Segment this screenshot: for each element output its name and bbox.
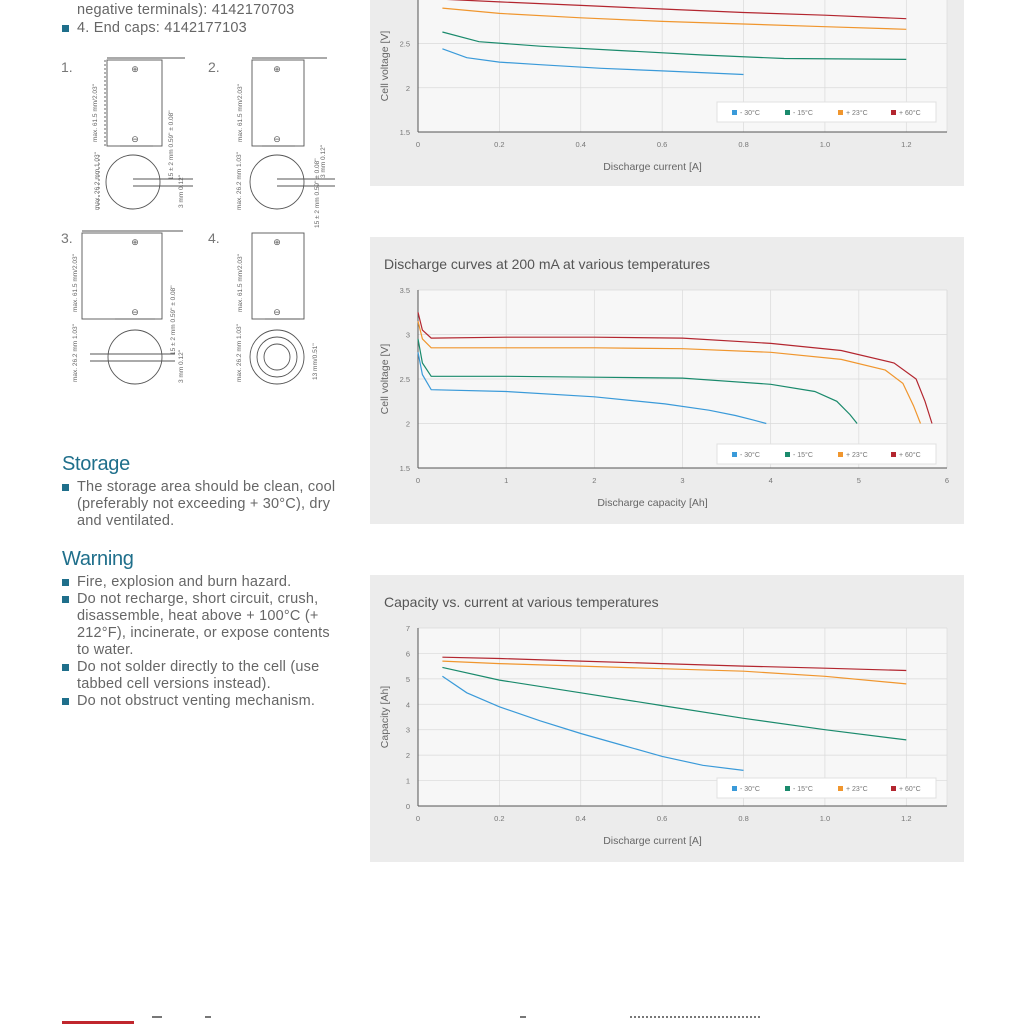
minus-terminal-icon: ⊖: [273, 134, 281, 144]
minus-terminal-icon: ⊖: [131, 134, 139, 144]
technical-drawings: [55, 50, 355, 450]
list-item: [62, 574, 344, 591]
drawing-number: 1.: [61, 59, 73, 75]
minus-terminal-icon: ⊖: [273, 307, 281, 317]
y-tick-label: 6: [405, 649, 410, 659]
storage-title: Storage: [62, 453, 130, 475]
list-item: [62, 20, 352, 37]
legend-label: + 23°C: [846, 110, 868, 117]
x-axis-label: Discharge capacity [Ah]: [597, 497, 708, 509]
y-tick-label: 2: [405, 751, 410, 761]
legend-swatch: [891, 110, 896, 115]
warning-list: [62, 574, 344, 710]
y-tick-label: 1.5: [399, 464, 410, 473]
legend-label: - 30°C: [740, 452, 760, 459]
legend-swatch: [838, 452, 843, 457]
tab-width-label: 3 mm 0.12": [320, 144, 327, 178]
plus-terminal-icon: ⊕: [273, 64, 281, 74]
x-tick-label: 1.0: [819, 814, 831, 823]
chart-panel-discharge-curves: [370, 237, 964, 524]
legend-swatch: [785, 110, 790, 115]
legend-swatch: [891, 786, 896, 791]
drawing-2: [250, 58, 335, 209]
y-tick-label: 2: [405, 83, 410, 93]
list-item-text: Do not recharge, short circuit, crush, disassemble, heat above + 100°C (+ 212°F), incinerate, or expose contents to water.: [77, 591, 330, 658]
list-item: [62, 693, 344, 710]
plus-terminal-icon: ⊕: [131, 64, 139, 74]
tab-length-label: 15 ± 2 mm 0.59" ± 0.08": [168, 110, 175, 180]
legend-swatch: [838, 110, 843, 115]
y-tick-label: 4: [405, 700, 410, 710]
x-tick-label: 0.6: [656, 814, 668, 823]
list-item-text: negative terminals): 4142170703: [77, 2, 295, 18]
height-label: max. 61.5 mm/2.03": [237, 254, 244, 312]
x-tick-label: 1.2: [901, 814, 912, 823]
x-tick-label: 2: [592, 476, 597, 485]
x-tick-label: 0: [415, 476, 421, 485]
y-tick-label: 3: [405, 725, 410, 735]
legend-label: - 15°C: [793, 786, 813, 793]
footer-fragment: [205, 1016, 211, 1026]
footer-fragment: [520, 1016, 526, 1026]
x-tick-label: 0.2: [494, 140, 505, 149]
x-tick-label: 0.4: [575, 140, 586, 149]
x-tick-label: 4: [768, 476, 773, 485]
drawing-number: 4.: [208, 230, 220, 246]
y-tick-label: 2: [405, 419, 410, 429]
bullet-square: [62, 596, 69, 603]
legend-swatch: [732, 452, 737, 457]
y-tick-label: 3.5: [399, 286, 410, 295]
minus-terminal-icon: ⊖: [131, 307, 139, 317]
x-tick-label: 0.6: [656, 140, 668, 149]
warning-title: Warning: [62, 548, 134, 570]
x-tick-label: 6: [944, 476, 950, 485]
diameter-label: max. 26.2 mm 1.03": [236, 152, 243, 210]
x-tick-label: 0: [415, 140, 421, 149]
top-list: [62, 2, 352, 37]
x-axis-label: Discharge current [A]: [603, 835, 702, 847]
plus-terminal-icon: ⊕: [131, 237, 139, 247]
plus-terminal-icon: ⊕: [273, 237, 281, 247]
chart-title: Capacity vs. current at various temperatures: [384, 594, 659, 610]
x-tick-label: 0.2: [494, 814, 505, 823]
bullet-square: [62, 664, 69, 671]
diameter-label: max. 26.2 mm 1.03": [72, 324, 79, 382]
height-label: max. 61.5 mm/2.03": [72, 254, 79, 312]
bullet-square: [62, 25, 69, 32]
y-axis-label: Cell voltage [V]: [379, 30, 391, 102]
legend-label: + 23°C: [846, 452, 868, 459]
x-tick-label: 0.4: [575, 814, 586, 823]
list-item: [62, 659, 344, 693]
list-item-text: Do not obstruct venting mechanism.: [77, 693, 316, 709]
chart-title: Discharge curves at 200 mA at various temperatures: [384, 256, 711, 272]
chart-panel-capacity-vs-current: [370, 575, 964, 862]
x-tick-label: 1.0: [819, 140, 831, 149]
chart-panel-voltage-vs-current: [370, 0, 964, 186]
y-tick-label: 7: [405, 624, 410, 633]
legend-label: - 15°C: [793, 452, 813, 459]
legend-label: + 60°C: [899, 452, 921, 459]
list-item-text: 4. End caps: 4142177103: [77, 20, 247, 36]
y-tick-label: 1.5: [399, 128, 410, 137]
legend-swatch: [732, 786, 737, 791]
x-tick-label: 5: [856, 476, 861, 485]
footer-fragment: [152, 1016, 162, 1026]
bullet-square: [62, 484, 69, 491]
x-axis-label: Discharge current [A]: [603, 161, 702, 173]
x-tick-label: 1.2: [901, 140, 912, 149]
bullet-square: [62, 698, 69, 705]
legend-label: - 30°C: [740, 110, 760, 117]
legend-swatch: [891, 452, 896, 457]
legend-swatch: [785, 452, 790, 457]
y-axis-label: Cell voltage [V]: [379, 343, 391, 415]
chart-voltage-vs-current: [370, 0, 964, 186]
legend-label: - 15°C: [793, 110, 813, 117]
legend-swatch: [732, 110, 737, 115]
legend-swatch: [838, 786, 843, 791]
x-tick-label: 0: [415, 814, 421, 823]
y-axis-label: Capacity [Ah]: [379, 685, 391, 749]
x-tick-label: 0.8: [738, 814, 749, 823]
list-item-text: Do not solder directly to the cell (use tabbed cell versions instead).: [77, 659, 320, 692]
y-tick-label: 5: [405, 674, 410, 684]
legend-label: - 30°C: [740, 786, 760, 793]
tab-width-label: 3 mm 0.12": [178, 174, 185, 208]
list-item-text: The storage area should be clean, cool (preferably not exceeding + 30°C), dry and ventilated.: [77, 479, 336, 529]
y-tick-label: 2.5: [399, 39, 410, 49]
diameter-label: max. 26.2 mm 1.03": [94, 152, 101, 210]
diameter-label: max. 26.2 mm 1.03": [236, 324, 243, 382]
x-tick-label: 3: [680, 476, 685, 485]
x-tick-label: 0.8: [738, 140, 749, 149]
height-label: max. 61.5 mm/2.03": [92, 84, 99, 142]
list-item: [62, 591, 344, 659]
endcap-label: 13 mm/0.51": [312, 343, 319, 380]
footer-fragment: [630, 1016, 760, 1026]
drawing-number: 3.: [61, 230, 73, 246]
y-tick-label: 1: [405, 776, 410, 786]
list-item: [62, 2, 352, 19]
y-tick-label: 2.5: [399, 375, 410, 384]
tab-length-label: 15 ± 2 mm 0.59" ± 0.08": [314, 158, 321, 228]
legend-label: + 23°C: [846, 786, 868, 793]
drawing-number: 2.: [208, 59, 220, 75]
list-item: [62, 479, 344, 530]
y-tick-label: 0: [405, 802, 410, 811]
legend-swatch: [785, 786, 790, 791]
x-tick-label: 1: [504, 476, 509, 485]
chart-discharge-curves: [370, 237, 964, 524]
chart-capacity-vs-current: [370, 575, 964, 862]
list-item-text: Fire, explosion and burn hazard.: [77, 574, 292, 590]
storage-list: [62, 479, 344, 530]
bullet-square: [62, 579, 69, 586]
tab-width-label: 3 mm 0.12": [178, 349, 185, 383]
height-label: max. 61.5 mm/2.03": [237, 84, 244, 142]
legend-label: + 60°C: [899, 110, 921, 117]
legend-label: + 60°C: [899, 786, 921, 793]
y-tick-label: 3: [405, 330, 410, 340]
tab-length-label: 15 ± 2 mm 0.59" ± 0.08": [170, 285, 177, 355]
